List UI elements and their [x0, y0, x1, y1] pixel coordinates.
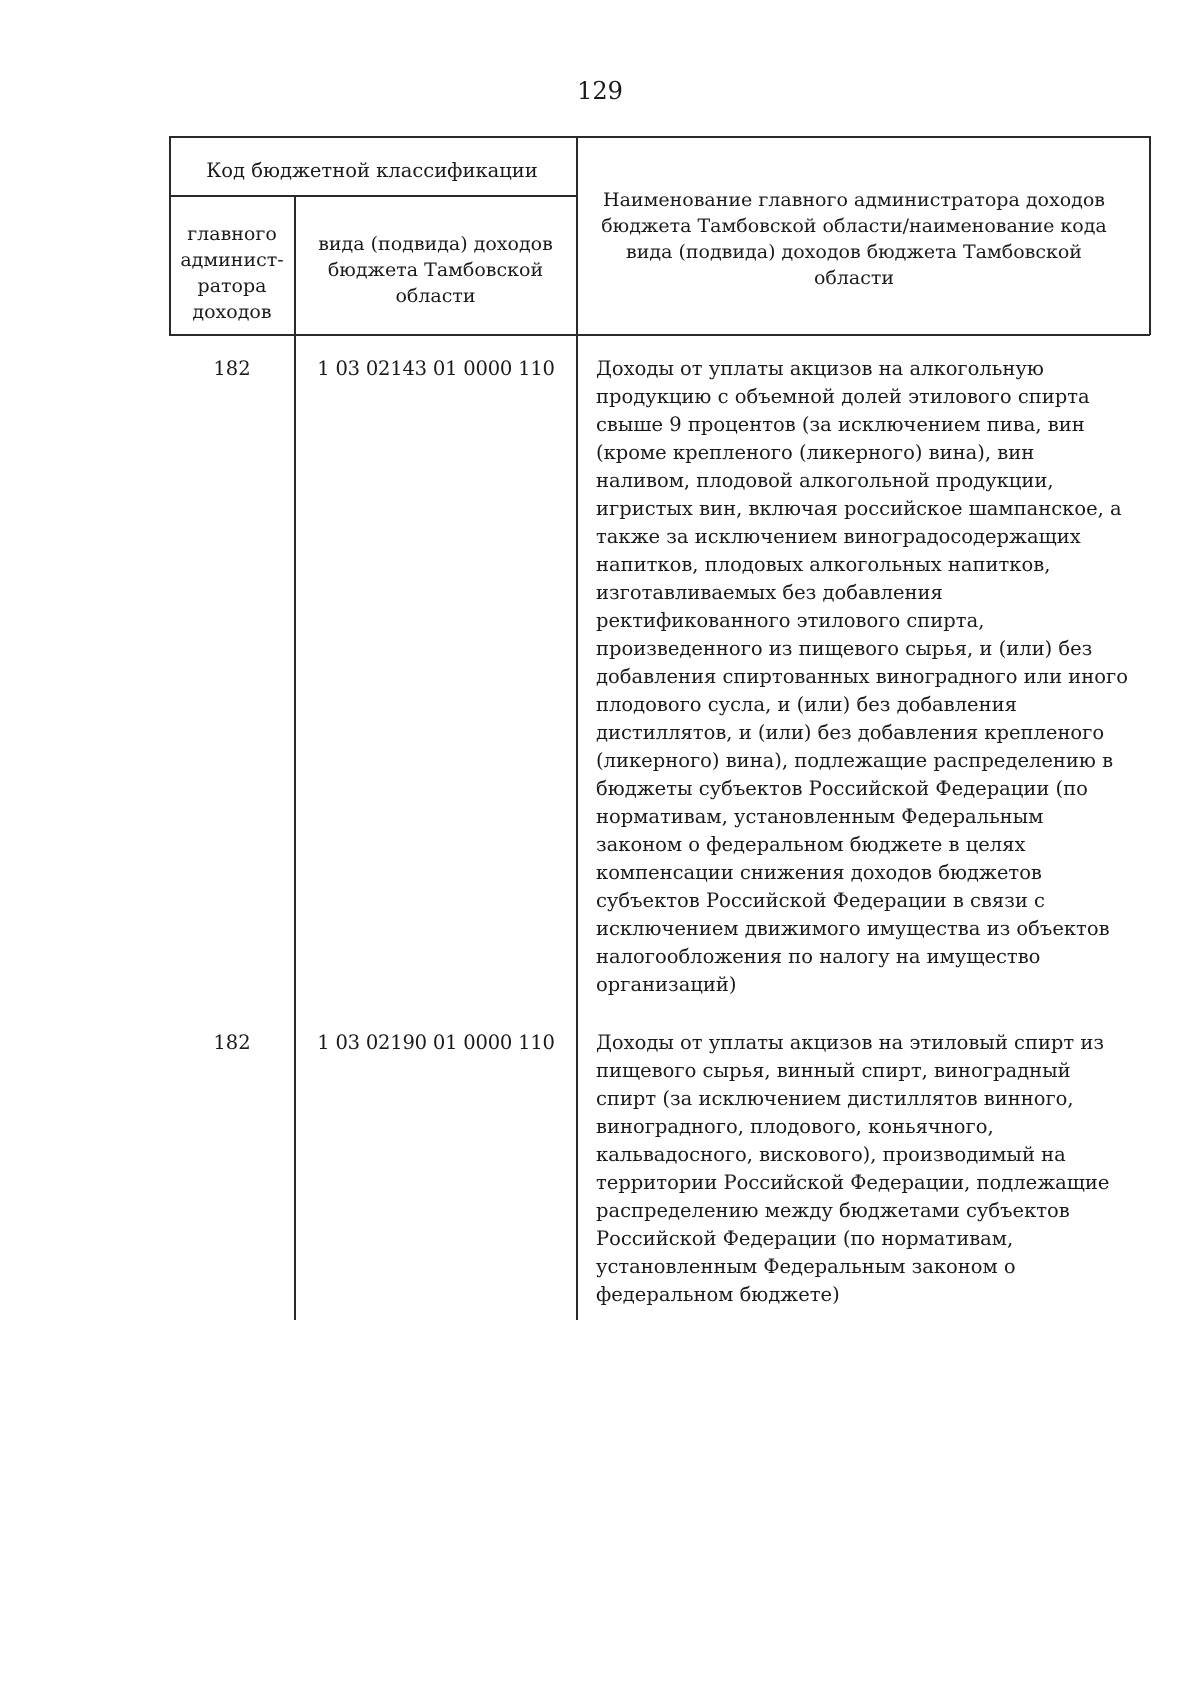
classification-divider [169, 195, 577, 197]
header-name-line: области [813, 267, 895, 289]
description-line: плодового сусла, и (или) без добавления [596, 693, 1017, 716]
description-line: (кроме крепленого (ликерного) вина), вин [596, 441, 1035, 464]
description-line: Российской Федерации (по нормативам, [596, 1227, 1014, 1250]
revenue-code-cell: 1 03 02190 01 0000 110 [317, 1031, 555, 1054]
header-admin-line: главного [187, 223, 277, 245]
description-line: Доходы от уплаты акцизов на этиловый спирт из [596, 1031, 1105, 1054]
description-line: свыше 9 процентов (за исключением пива, вин [596, 413, 1085, 436]
header-admin-line: ратора [197, 275, 267, 297]
description-line: также за исключением виноградосодержащих [596, 525, 1081, 548]
page-number: 129 [577, 77, 623, 105]
header-admin-line: доходов [192, 301, 272, 323]
header-kind-line: бюджета Тамбовской [327, 259, 544, 281]
description-cell [596, 355, 1156, 999]
description-line: ректификованного этилового спирта, [596, 609, 985, 632]
description-line: нормативам, установленным Федеральным [596, 805, 1044, 828]
header-bottom-border [169, 334, 1150, 336]
table-right-border [1149, 136, 1151, 335]
name-column-separator [576, 136, 578, 1320]
description-line: дистиллятов, и (или) без добавления крепленого [596, 721, 1105, 744]
description-line: организаций) [596, 973, 737, 996]
revenue-code-cell: 1 03 02143 01 0000 110 [317, 357, 555, 380]
header-budget-classification: Код бюджетной классификации [206, 159, 538, 182]
header-revenue-kind [296, 231, 575, 309]
description-line: территории Российской Федерации, подлежащие [596, 1171, 1110, 1194]
description-line: спирт (за исключением дистиллятов винного, [596, 1087, 1074, 1110]
description-line: законом о федеральном бюджете в целях [596, 833, 1026, 856]
header-name-line: вида (подвида) доходов бюджета Тамбовской [626, 241, 1082, 263]
description-line: исключением движимого имущества из объектов [596, 917, 1110, 940]
header-name-line: бюджета Тамбовской области/наименование кода [601, 215, 1107, 237]
description-line: федеральном бюджете) [596, 1283, 840, 1306]
description-cell [596, 1029, 1156, 1309]
description-line: налогообложения по налогу на имущество [596, 945, 1041, 968]
description-line: наливом, плодовой алкогольной продукции, [596, 469, 1054, 492]
description-line: субъектов Российской Федерации в связи с [596, 889, 1045, 912]
header-admin-code [171, 221, 293, 325]
description-line: продукцию с объемной долей этилового спирта [596, 385, 1090, 408]
description-line: кальвадосного, вискового), производимый на [596, 1143, 1066, 1166]
description-line: произведенного из пищевого сырья, и (или) без [596, 637, 1093, 660]
admin-code-cell: 182 [213, 357, 251, 380]
description-line: бюджеты субъектов Российской Федерации (по [596, 777, 1088, 800]
description-line: установленным Федеральным законом о [596, 1255, 1016, 1278]
description-line: игристых вин, включая российское шампанское, а [596, 497, 1122, 520]
header-kind-line: вида (подвида) доходов [318, 233, 553, 255]
description-line: изготавливаемых без добавления [596, 581, 943, 604]
header-name-line: Наименование главного администратора доходов [603, 189, 1105, 211]
description-line: виноградного, плодового, коньячного, [596, 1115, 994, 1138]
admin-code-cell: 182 [213, 1031, 251, 1054]
description-line: компенсации снижения доходов бюджетов [596, 861, 1042, 884]
description-line: добавления спиртованных виноградного или иного [596, 665, 1128, 688]
description-line: пищевого сырья, винный спирт, виноградный [596, 1059, 1071, 1082]
description-line: (ликерного) вина), подлежащие распределению в [596, 749, 1114, 772]
header-admin-line: админист- [180, 249, 284, 271]
table-top-border [169, 136, 1150, 138]
description-line: распределению между бюджетами субъектов [596, 1199, 1070, 1222]
description-line: Доходы от уплаты акцизов на алкогольную [596, 357, 1044, 380]
header-administrator-name [580, 187, 1128, 291]
description-line: напитков, плодовых алкогольных напитков, [596, 553, 1051, 576]
header-kind-line: области [395, 285, 476, 307]
